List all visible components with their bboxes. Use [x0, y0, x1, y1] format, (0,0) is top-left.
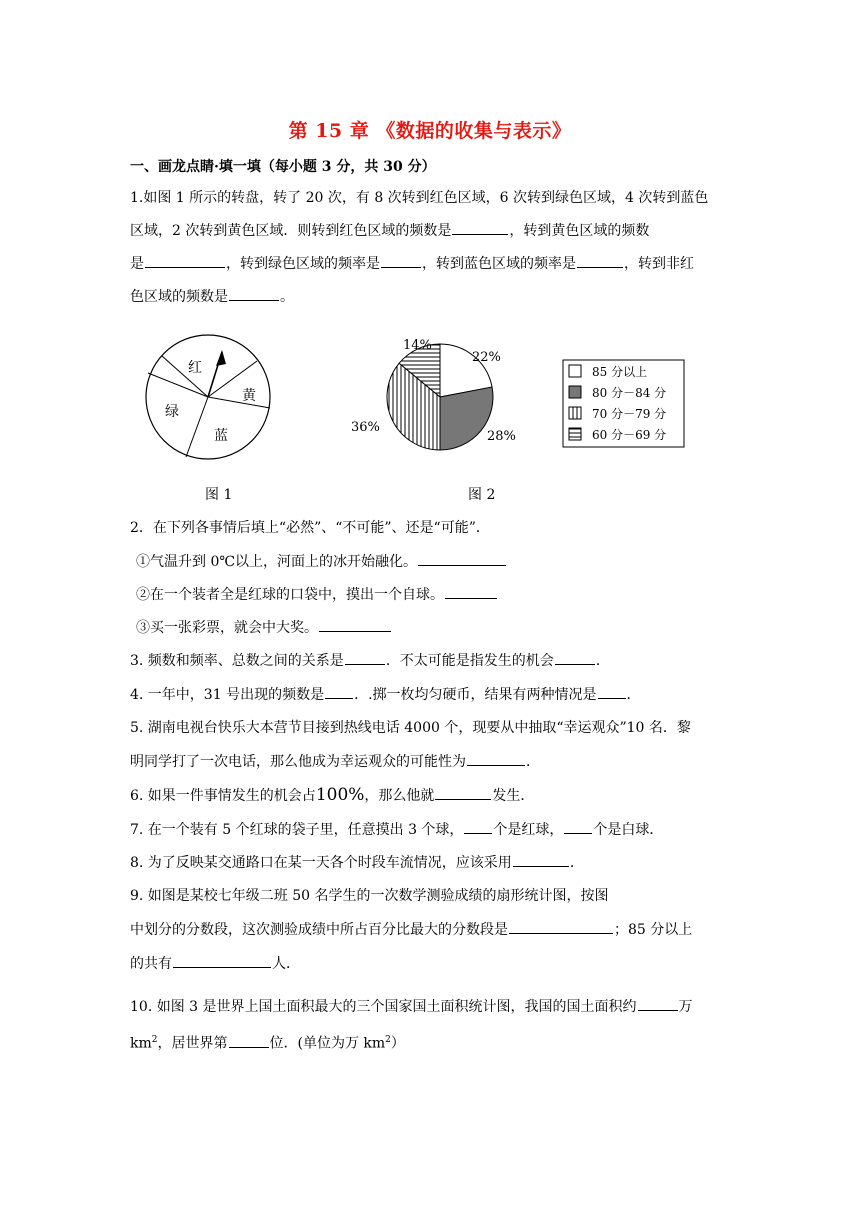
label-red: 红: [188, 360, 202, 376]
answer-blank[interactable]: [513, 852, 569, 867]
figure1-spinner: [146, 335, 270, 459]
q4-line: 4. 一年中，31 号出现的频数是 ．.掷一枚均匀硬币，结果有两种情况是 ．: [130, 684, 641, 705]
pie-legend: [563, 360, 684, 447]
q9-line3: 的共有 人．: [130, 953, 300, 974]
legend-label: 70 分－79 分: [592, 407, 667, 421]
label-green: 绿: [165, 404, 179, 420]
q2-item-c: ③买一张彩票，就会中大奖。: [136, 617, 392, 638]
pie-slice-80-84: [440, 387, 493, 450]
q7-line: 7. 在一个装有 5 个红球的袋子里，任意摸出 3 个球， 个是红球， 个是白球．: [130, 819, 663, 840]
q1-line4: 色区域的频数是 。: [130, 286, 294, 307]
q2-item-b: ②在一个装者全是红球的口袋中，摸出一个自球。: [136, 584, 498, 605]
legend-swatch-vertical: [569, 407, 581, 419]
label-blue: 蓝: [214, 428, 228, 444]
q1-line1: 1.如图 1 所示的转盘，转了 20 次，有 8 次转到红色区域，6 次转到绿色区域，4 次转到蓝色: [130, 190, 709, 206]
legend-swatch-gray: [569, 386, 581, 398]
pie-label-14: 14%: [403, 338, 432, 353]
spinner-divider: [148, 373, 208, 397]
section-heading: 一、画龙点睛·填一填（每小题 3 分，共 30 分）: [130, 159, 436, 175]
answer-blank[interactable]: [509, 919, 613, 934]
q1-line3: 是 ，转到绿色区域的频率是 ，转到蓝色区域的频率是 ，转到非红: [130, 253, 694, 274]
legend-label: 80 分－84 分: [592, 386, 667, 400]
answer-blank[interactable]: [598, 684, 626, 699]
pie-label-36: 36%: [351, 420, 380, 435]
spinner-divider: [208, 397, 270, 408]
legend-label: 60 分－69 分: [592, 428, 667, 442]
legend-swatch-white: [569, 365, 581, 377]
q10-line2: $km^2$，居世界第 位．(单位为万 $km^2$）: [130, 1030, 405, 1054]
answer-blank[interactable]: [445, 584, 497, 599]
figure1-caption: 图 1: [205, 487, 233, 503]
arrow-head-icon: [216, 350, 226, 366]
answer-blank[interactable]: [555, 650, 595, 665]
q5-line2: 明同学打了一次电话，那么他成为幸运观众的可能性为 ．: [130, 751, 540, 772]
q5-line1: 5. 湖南电视台快乐大本营节目接到热线电话 4000 个，现要从中抽取“幸运观众”10 名．黎: [130, 720, 691, 736]
label-yellow: 黄: [242, 388, 256, 404]
q2-item-a: ①气温升到 0℃以上，河面上的冰开始融化。: [136, 551, 507, 572]
answer-blank[interactable]: [638, 996, 678, 1011]
answer-blank[interactable]: [325, 684, 353, 699]
answer-blank[interactable]: [467, 751, 525, 766]
answer-blank[interactable]: [345, 650, 385, 665]
answer-blank[interactable]: [564, 819, 592, 834]
q8-line: 8. 为了反映某交通路口在某一天各个时段车流情况，应该采用 ．: [130, 852, 584, 873]
answer-blank[interactable]: [319, 617, 391, 632]
legend-label: 85 分以上: [592, 365, 648, 379]
figure2-caption: 图 2: [468, 487, 496, 503]
q1-line2: 区域，2 次转到黄色区域．则转到红色区域的频数是 ，转到黄色区域的频数: [130, 220, 649, 241]
q3-line: 3. 频数和频率、总数之间的关系是 ．不太可能是指发生的机会 ．: [130, 650, 610, 671]
legend-swatch-horizontal: [569, 428, 581, 440]
answer-blank[interactable]: [418, 551, 506, 566]
answer-blank[interactable]: [173, 953, 271, 968]
pie-label-22: 22%: [472, 350, 501, 365]
q6-line: 6. 如果一件事情发生的机会占100%，那么他就 发生．: [130, 785, 535, 805]
q9-line1: 9. 如图是某校七年级二班 50 名学生的一次数学测验成绩的扇形统计图，按图: [130, 888, 609, 904]
answer-blank[interactable]: [229, 1033, 269, 1048]
pie-label-28: 28%: [487, 429, 516, 444]
q9-line2: 中划分的分数段，这次测验成绩中所占百分比最大的分数段是 ；85 分以上: [130, 919, 692, 940]
q10-line1: 10. 如图 3 是世界上国土面积最大的三个国家国土面积统计图，我国的国土面积约 万: [130, 996, 693, 1017]
q2-intro: 2．在下列各事情后填上“必然”、“不可能”、还是“可能”．: [130, 520, 490, 536]
spinner-divider: [186, 397, 208, 457]
answer-blank[interactable]: [435, 785, 491, 800]
answer-blank[interactable]: [464, 819, 492, 834]
chapter-title: 第 15 章 《数据的收集与表示》: [288, 120, 572, 142]
